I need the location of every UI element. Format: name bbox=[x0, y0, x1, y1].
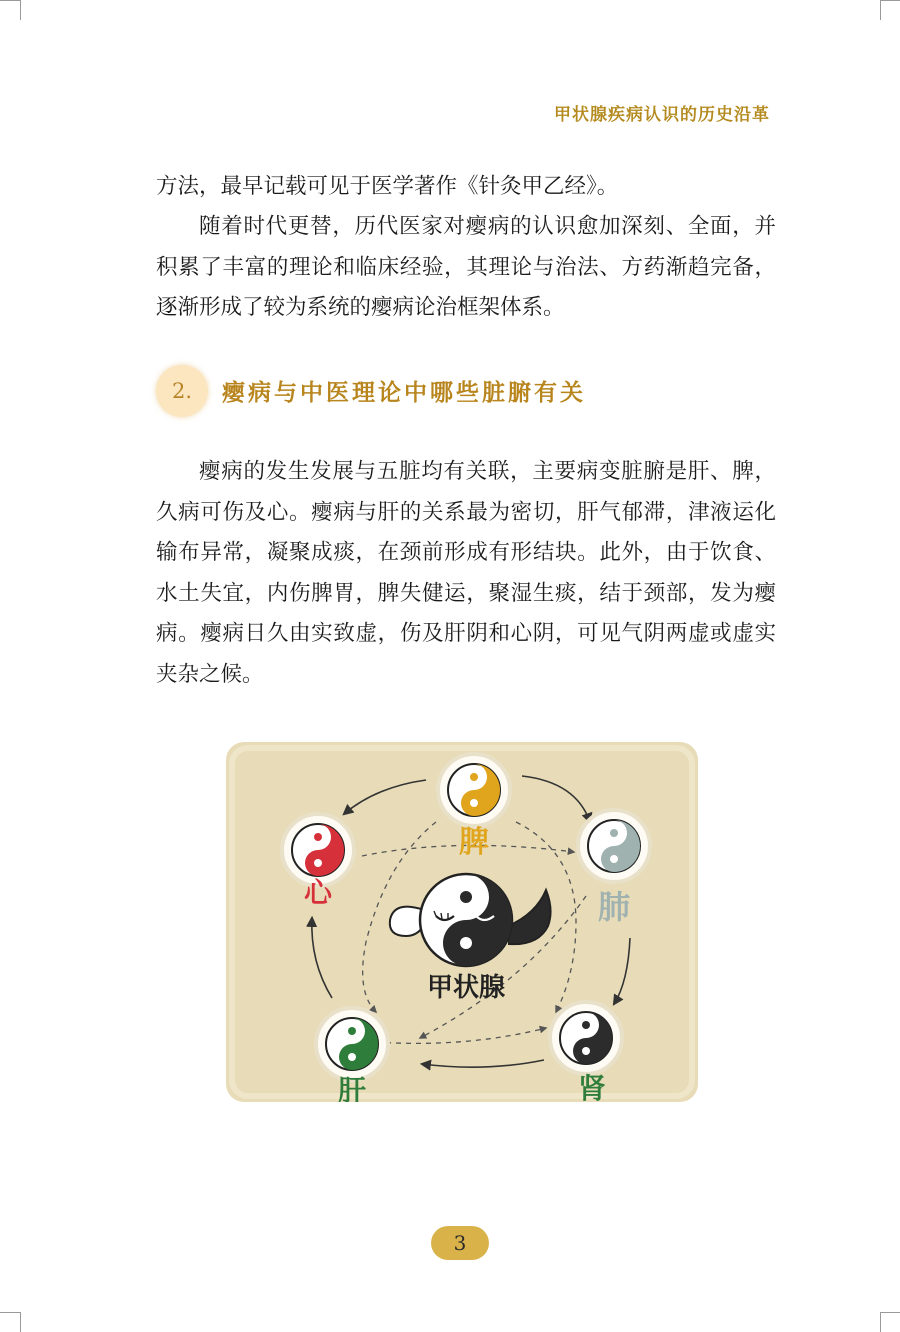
paragraph-organs: 瘿病的发生发展与五脏均有关联，主要病变脏腑是肝、脾，久病可伤及心。瘿病与肝的关系最为密切，肝气郁滞，津液运化输布异常，凝聚成痰，在颈前形成有形结块。此外，由于饮食、水土失宜，内伤脾胃，脾失健运，聚湿生痰，结于颈部，发为瘿病。瘿病日久由实致虚，伤及肝阴和心阴，可见气阴两虚或虚实夹杂之候。 bbox=[156, 459, 776, 687]
organ-label-spleen: 脾 bbox=[459, 825, 489, 860]
crop-mark bbox=[20, 0, 21, 20]
crop-mark bbox=[880, 0, 900, 1]
organ-label-liver: 肝 bbox=[337, 1074, 367, 1102]
liver-taiji-icon bbox=[316, 1008, 388, 1080]
crop-mark bbox=[0, 1312, 20, 1313]
organ-label-heart: 心 bbox=[303, 876, 333, 909]
running-header: 甲状腺疾病认识的历史沿革 bbox=[554, 105, 770, 125]
paragraph-continuation: 方法，最早记载可见于医学著作《针灸甲乙经》。 bbox=[156, 174, 619, 199]
center-label-thyroid: 甲状腺 bbox=[426, 973, 506, 1003]
page-number: 3 bbox=[431, 1226, 489, 1260]
paragraph-history: 随着时代更替，历代医家对瘿病的认识愈加深刻、全面，并积累了丰富的理论和临床经验，其理论与治法、方药渐趋完备，逐渐形成了较为系统的瘿病论治框架体系。 bbox=[156, 214, 776, 320]
crop-mark bbox=[880, 0, 881, 20]
section-title: 瘿病与中医理论中哪些脏腑有关 bbox=[222, 380, 586, 406]
crop-mark bbox=[20, 1312, 21, 1332]
organ-label-kidney: 肾 bbox=[577, 1072, 607, 1102]
organ-label-lung: 肺 bbox=[597, 888, 631, 926]
lung-taiji-icon bbox=[578, 810, 650, 882]
crop-mark bbox=[880, 1312, 900, 1313]
crop-mark bbox=[880, 1312, 881, 1332]
section-number-badge: 2. bbox=[156, 365, 208, 417]
five-organs-diagram bbox=[226, 742, 698, 1102]
crop-mark bbox=[0, 0, 20, 1]
kidney-taiji-icon bbox=[550, 1002, 622, 1074]
five-organs-illustration bbox=[226, 742, 698, 1102]
spleen-taiji-icon bbox=[438, 754, 510, 826]
